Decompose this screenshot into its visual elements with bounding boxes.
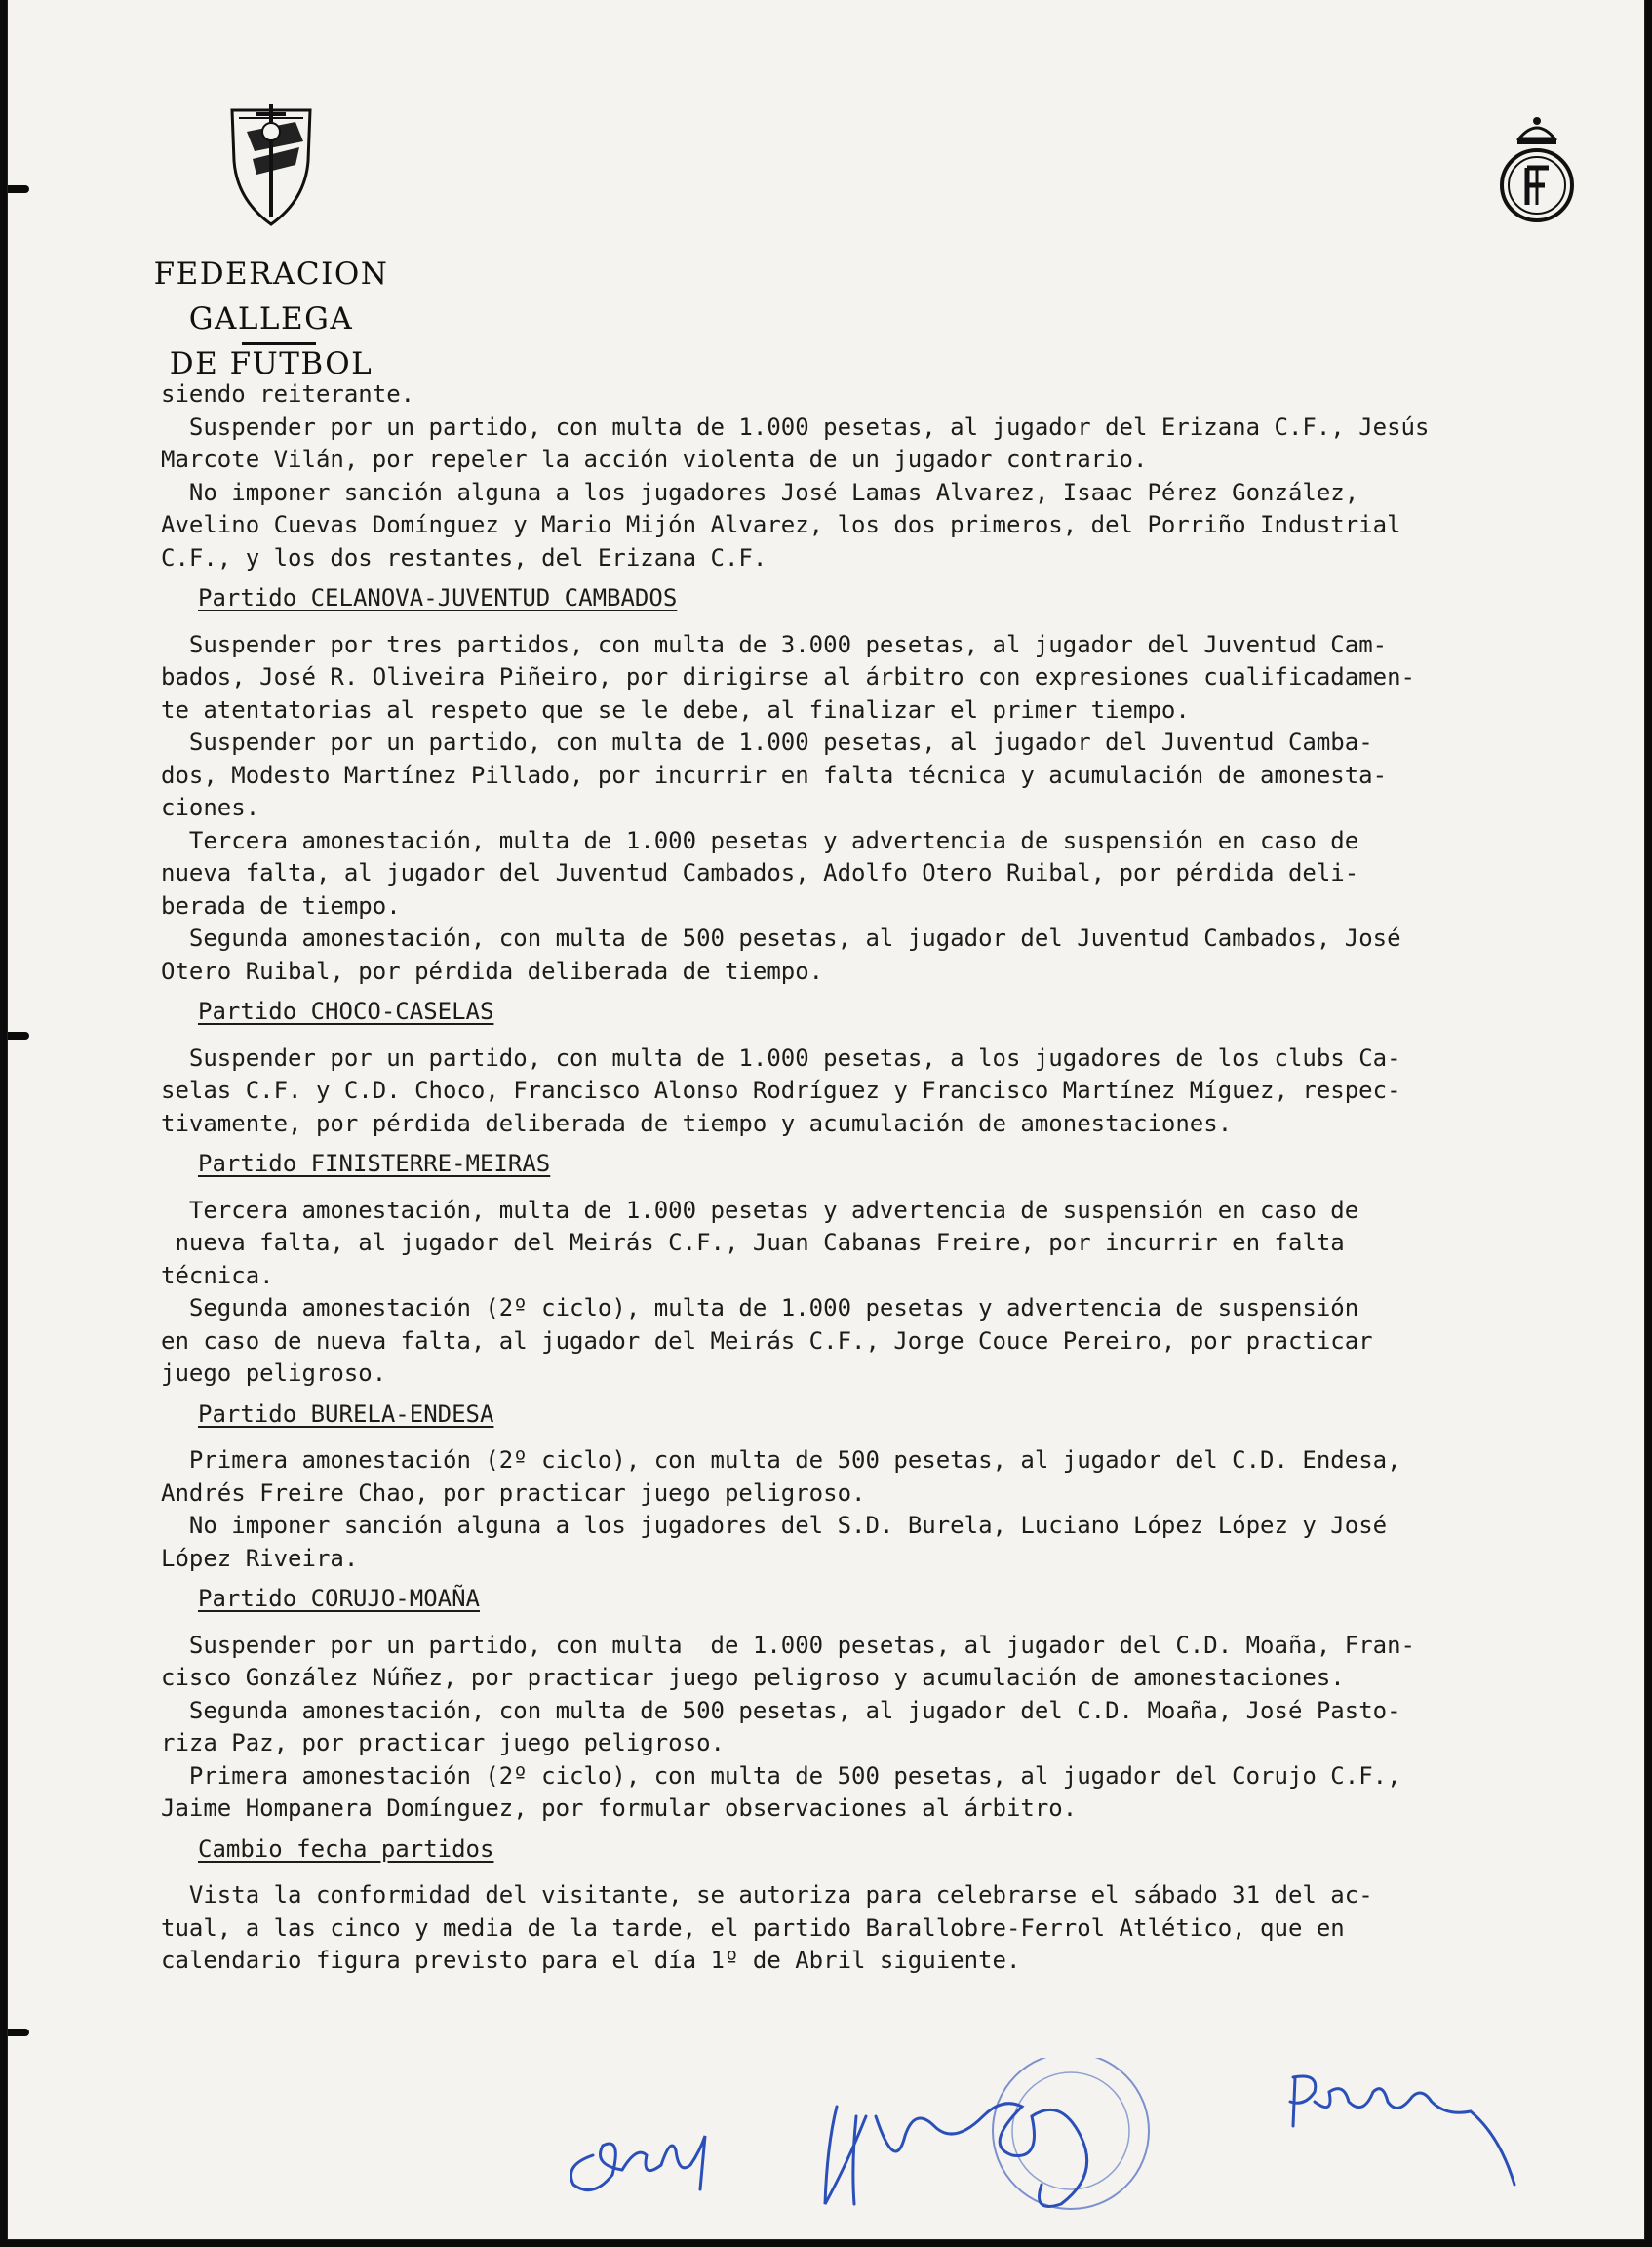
text-line: Tercera amonestación, multa de 1.000 pesetas y advertencia de suspensión en caso de	[161, 1196, 1359, 1224]
text-line: Primera amonestación (2º ciclo), con multa de 500 pesetas, al jugador del C.D. Endesa,	[161, 1446, 1401, 1474]
text-line: selas C.F. y C.D. Choco, Francisco Alonso Rodríguez y Francisco Martínez Míguez, respec-	[161, 1077, 1401, 1104]
text-line: berada de tiempo.	[161, 891, 401, 920]
text-line: en caso de nueva falta, al jugador del Meirás C.F., Jorge Couce Pereiro, por practicar	[161, 1326, 1373, 1355]
section-choco-caselas	[161, 996, 1614, 1140]
text-line: Segunda amonestación (2º ciclo), multa de 1.000 pesetas y advertencia de suspensión	[161, 1294, 1359, 1321]
federation-name	[66, 252, 476, 386]
text-line: Segunda amonestación, con multa de 500 pesetas, al jugador del C.D. Moaña, José Pasto-	[161, 1696, 1401, 1724]
text-line: siendo reiterante.	[161, 380, 415, 408]
text-line: Vista la conformidad del visitante, se autoriza para celebrarse el sábado 31 del ac-	[161, 1881, 1373, 1909]
section-burela-endesa	[161, 1399, 1614, 1576]
text-line: López Riveira.	[161, 1544, 359, 1572]
text-line: Suspender por tres partidos, con multa de 3.000 pesetas, al jugador del Juventud Cam-	[161, 630, 1388, 658]
galician-federation-shield-icon	[227, 102, 315, 229]
document-page	[8, 0, 1644, 2239]
intro-paragraphs	[161, 378, 1614, 574]
text-line: Tercera amonestación, multa de 1.000 pesetas y advertencia de suspensión en caso de	[161, 826, 1359, 854]
text-line: Jaime Hompanera Domínguez, por formular observaciones al árbitro.	[161, 1794, 1078, 1822]
text-line: Segunda amonestación, con multa de 500 pesetas, al jugador del Juventud Cambados, José	[161, 925, 1401, 952]
text-line: riza Paz, por practicar juego peligroso.	[161, 1729, 725, 1756]
text-line: Primera amonestación (2º ciclo), con multa de 500 pesetas, al jugador del Corujo C.F.,	[161, 1761, 1401, 1790]
section-corujo-moana	[161, 1583, 1614, 1826]
section-heading: Partido FINISTERRE-MEIRAS	[198, 1150, 551, 1177]
punch-hole-mark	[8, 185, 29, 193]
text-line: técnica.	[161, 1261, 274, 1289]
signature-2	[807, 2058, 1227, 2239]
section-finisterre-meiras	[161, 1148, 1614, 1391]
federation-name-line1: FEDERACION GALLEGA	[153, 256, 389, 336]
header-divider	[242, 342, 316, 345]
text-line: calendario figura previsto para el día 1º de Abril siguiente.	[161, 1947, 1021, 1974]
text-line: Suspender por un partido, con multa de 1.000 pesetas, a los jugadores de los clubs Ca-	[161, 1044, 1401, 1072]
text-line: tual, a las cinco y media de la tarde, el partido Barallobre-Ferrol Atlético, que en	[161, 1913, 1345, 1942]
text-line: dos, Modesto Martínez Pillado, por incurrir en falta técnica y acumulación de amonesta-	[161, 761, 1388, 789]
text-line: Suspender por un partido, con multa de 1.000 pesetas, al jugador del C.D. Moaña, Fran-	[161, 1631, 1415, 1659]
section-heading: Partido BURELA-ENDESA	[198, 1399, 494, 1428]
text-line: cisco González Núñez, por practicar juego peligroso y acumulación de amonestaciones.	[161, 1664, 1345, 1691]
text-line: tivamente, por pérdida deliberada de tiempo y acumulación de amonestaciones.	[161, 1109, 1233, 1137]
text-line: Suspender por un partido, con multa de 1.000 pesetas, al jugador del Juventud Camba-	[161, 729, 1373, 756]
text-line: No imponer sanción alguna a los jugadores José Lamas Alvarez, Isaac Pérez González,	[161, 478, 1359, 506]
text-line: nueva falta, al jugador del Meirás C.F., Juan Cabanas Freire, por incurrir en falta	[161, 1229, 1345, 1256]
text-line: te atentatorias al respeto que se le debe, al finalizar el primer tiempo.	[161, 695, 1190, 724]
punch-hole-mark	[8, 1032, 29, 1040]
text-line: Andrés Freire Chao, por practicar juego peligroso.	[161, 1478, 866, 1507]
text-line: Avelino Cuevas Domínguez y Mario Mijón Alvarez, los dos primeros, del Porriño Industrial	[161, 511, 1401, 538]
text-line: bados, José R. Oliveira Piñeiro, por dirigirse al árbitro con expresiones cualificadamen-	[161, 663, 1415, 690]
text-line: Suspender por un partido, con multa de 1.000 pesetas, al jugador del Erizana C.F., Jesús	[161, 413, 1430, 441]
section-heading: Partido CELANOVA-JUVENTUD CAMBADOS	[198, 584, 678, 611]
text-line: juego peligroso.	[161, 1360, 387, 1387]
section-cambio-fecha	[161, 1833, 1614, 1978]
section-heading: Partido CORUJO-MOAÑA	[198, 1585, 480, 1612]
section-heading: Cambio fecha partidos	[198, 1834, 494, 1863]
federation-name-line2: DE FUTBOL	[169, 346, 374, 381]
signature-1	[554, 2097, 729, 2204]
text-line: Marcote Vilán, por repeler la acción violenta de un jugador contrario.	[161, 446, 1148, 473]
signature-3	[1276, 2058, 1529, 2214]
text-line: No imponer sanción alguna a los jugadores del S.D. Burela, Luciano López López y José	[161, 1512, 1388, 1539]
section-heading: Partido CHOCO-CASELAS	[198, 998, 494, 1025]
document-body	[161, 378, 1614, 1978]
text-line: Otero Ruibal, por pérdida deliberada de tiempo.	[161, 957, 824, 985]
text-line: ciones.	[161, 794, 260, 821]
punch-hole-mark	[8, 2029, 29, 2036]
section-celanova-cambados	[161, 582, 1614, 988]
text-line: nueva falta, al jugador del Juventud Cambados, Adolfo Otero Ruibal, por pérdida deli-	[161, 859, 1359, 887]
text-line: C.F., y los dos restantes, del Erizana C.F.	[161, 543, 767, 572]
circular-stamp	[993, 2058, 1149, 2209]
spanish-federation-crowned-seal-icon	[1488, 109, 1586, 226]
